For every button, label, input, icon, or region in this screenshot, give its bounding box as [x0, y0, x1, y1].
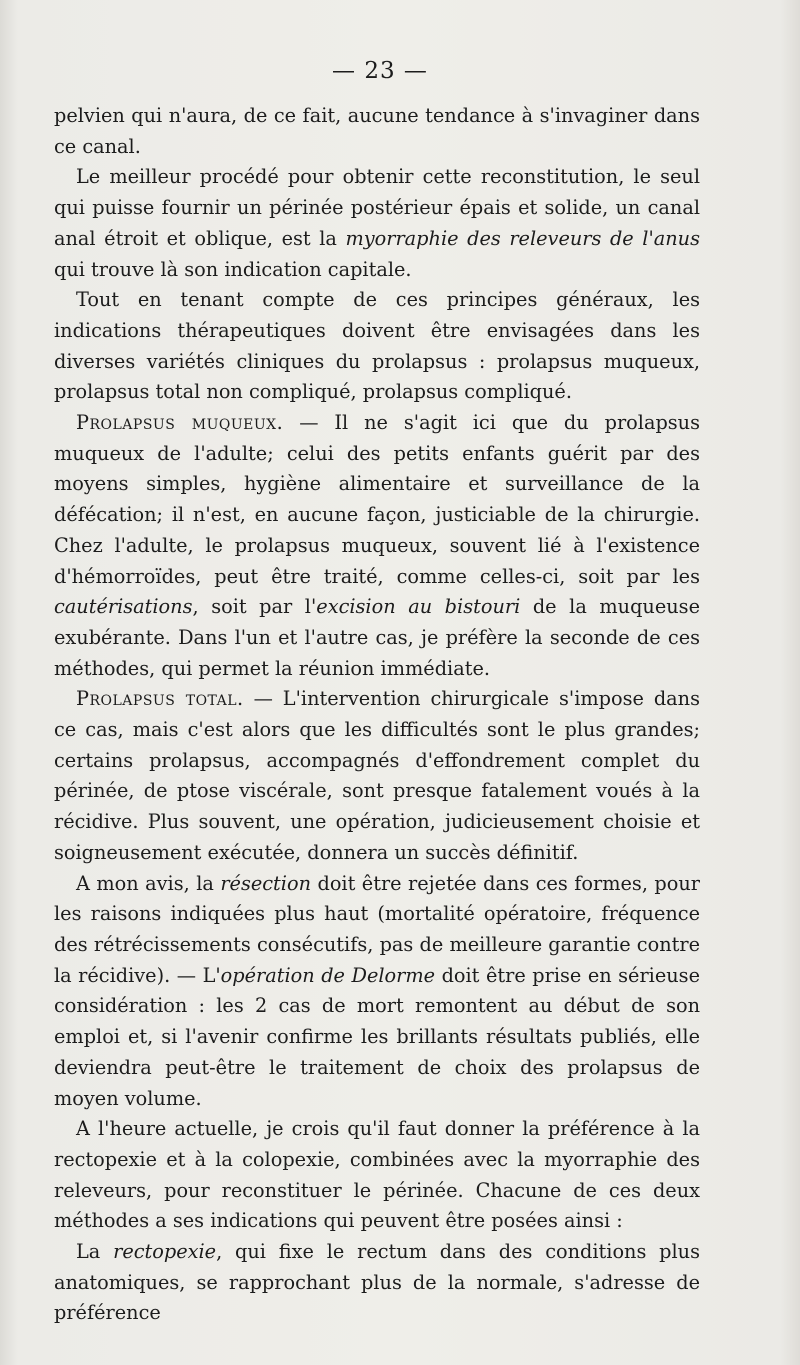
text-run: doit être rejetée dans ces formes, pour les raisons indiquées plus haut (mortalité opératoire, fréquence des rétrécissements consécutifs, pas de meilleure garantie contre la récidive). — L' [54, 871, 700, 987]
paragraph [54, 869, 700, 1115]
paragraph-continuation [54, 101, 700, 162]
text-run: , qui fixe le rectum dans des conditions plus anatomiques, se rapprochant plus de la normale, s'adresse de préférence [54, 1240, 700, 1325]
italic-term: myorraphie des releveurs de l'anus [345, 226, 700, 250]
body-text [54, 101, 700, 1329]
text-run: de la muqueuse exubérante. Dans l'un et l'autre cas, je préfère la seconde de ces méthodes, qui permet la réunion immédiate. [54, 595, 700, 680]
text-run: Le meilleur procédé pour obtenir cette reconstitution, le seul qui puisse fournir un périnée postérieur épais et solide, un canal anal étroit et oblique, est la [54, 165, 700, 250]
text-run: pelvien qui n'aura, de ce fait, aucune tendance à s'invaginer dans ce canal. [54, 104, 700, 158]
text-run: La [76, 1240, 114, 1264]
italic-term: résection [220, 871, 312, 895]
italic-term: rectopexie [113, 1240, 217, 1264]
text-run: A l'heure actuelle, je crois qu'il faut donner la préférence à la rectopexie et à la colopexie, combinées avec la myorraphie des releveurs, pour reconstituer le périnée. Chacune de ces deux méthodes a ses indications qui peuvent être posées ainsi : [54, 1117, 700, 1233]
paragraph [54, 285, 700, 408]
page-number: — 23 — [332, 58, 428, 84]
italic-term: excision au bistouri [316, 595, 521, 619]
paragraph [54, 684, 700, 868]
text-run: A mon avis, la [76, 871, 221, 895]
italic-term: opération de Delorme [220, 963, 436, 987]
paragraph [54, 408, 700, 684]
italic-term: cautérisations [54, 595, 193, 619]
section-heading-prolapsus-muqueux: Prolapsus muqueux. [76, 411, 284, 435]
text-run: doit être prise en sérieuse considération : les 2 cas de mort remontent au début de son emploi et, si l'avenir confirme les brillants résultats publiés, elle deviendra peut-être le traitement de choix des prolapsus de moyen volume. [54, 963, 700, 1110]
paragraph [54, 1237, 700, 1329]
paragraph [54, 1114, 700, 1237]
text-run: — Il ne s'agit ici que du prolapsus muqueux de l'adulte; celui des petits enfants guérit par des moyens simples, hygiène alimentaire et surveillance de la défécation; il n'est, en aucune façon, justiciable de la chirurgie. Chez l'adulte, le prolapsus muqueux, souvent lié à l'existence d'hémorroïdes, peut être traité, comme celles-ci, soit par les [54, 411, 700, 588]
text-run: — L'intervention chirurgicale s'impose dans ce cas, mais c'est alors que les difficultés sont le plus grandes; certains prolapsus, accompagnés d'effondrement complet du périnée, de ptose viscérale, sont presque fatalement voués à la récidive. Plus souvent, une opération, judicieusement choisie et soigneusement exécutée, donnera un succès définitif. [54, 687, 700, 864]
text-run: qui trouve là son indication capitale. [54, 257, 412, 281]
text-run: , soit par l' [192, 595, 317, 619]
text-run: Tout en tenant compte de ces principes généraux, les indications thérapeutiques doivent être envisagées dans les diverses variétés cliniques du prolapsus : prolapsus muqueux, prolapsus total non compliqué, prolapsus compliqué. [54, 288, 700, 404]
paragraph [54, 162, 700, 285]
section-heading-prolapsus-total: Prolapsus total. [76, 687, 244, 711]
